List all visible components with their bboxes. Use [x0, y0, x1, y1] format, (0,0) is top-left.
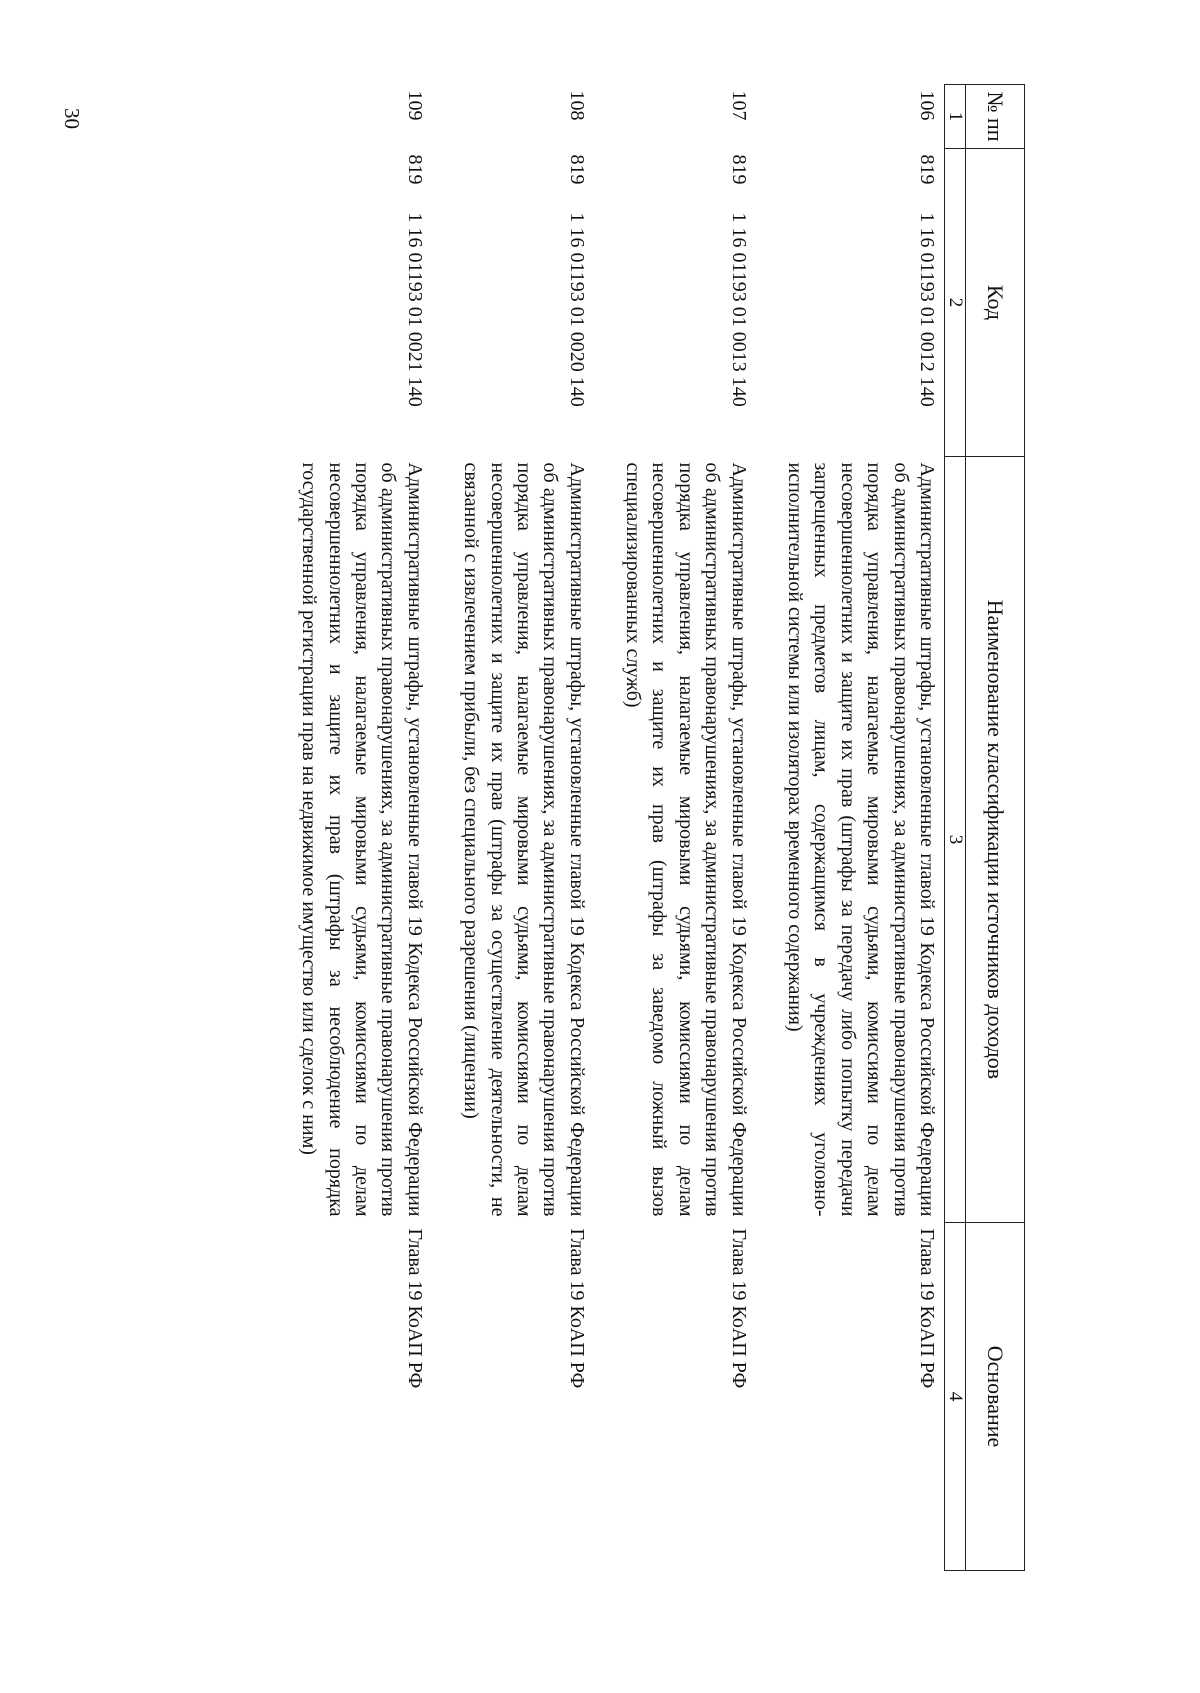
budget-code: 1 16 01193 01 0020 140	[565, 212, 588, 407]
table-row	[432, 85, 594, 1571]
column-number-row	[945, 85, 966, 1571]
table-row	[270, 85, 432, 1571]
admin-code: 819	[916, 154, 938, 185]
rotated-table-wrapper	[175, 84, 1025, 1570]
column-number: 4	[945, 1223, 966, 1571]
admin-code: 819	[727, 154, 750, 185]
name-cell: Административные штрафы, установленные главой 19 Кодекса Российской Федерации об административных правонарушениях, за административные правонарушения против порядка управления, налагаемые мировыми судьями, комиссиями по делам несовершеннолетних и защите их прав (штрафы за заведомо ложный вызов специализированных служб)	[622, 462, 750, 1217]
basis-cell: Глава 19 КоАП РФ	[565, 1228, 588, 1389]
column-number: 1	[945, 85, 966, 149]
row-number: 109	[403, 90, 426, 121]
code-cell	[756, 149, 945, 457]
name-cell: Административные штрафы, установленные главой 19 Кодекса Российской Федерации об административных правонарушениях, за административные правонарушения против порядка управления, налагаемые мировыми судьями, комиссиями по делам несовершеннолетних и защите их прав (штрафы за передачу либо попытку передачи запрещенных предметов лицам, содержащимся в учреждениях уголовно-исполнительной системы или изоляторах временного содержания)	[784, 462, 938, 1217]
row-number: 107	[727, 90, 750, 121]
budget-code: 1 16 01193 01 0021 140	[403, 212, 426, 407]
budget-code: 1 16 01193 01 0012 140	[916, 212, 938, 407]
table-row	[594, 85, 756, 1571]
page-number: 30	[60, 108, 84, 129]
code-cell	[432, 149, 594, 457]
basis-cell: Глава 19 КоАП РФ	[916, 1228, 938, 1389]
code-cell	[594, 149, 756, 457]
column-number: 3	[945, 457, 966, 1223]
income-classification-table	[270, 84, 1025, 1571]
name-cell: Административные штрафы, установленные главой 19 Кодекса Российской Федерации об административных правонарушениях, за административные правонарушения против порядка управления, налагаемые мировыми судьями, комиссиями по делам несовершеннолетних и защите их прав (штрафы за несоблюдение порядка государственной регистрации прав на недвижимое имущество или сделок с ним)	[298, 462, 426, 1217]
header-row	[966, 85, 1025, 1571]
code-cell	[270, 149, 432, 457]
admin-code: 819	[403, 154, 426, 185]
column-number: 2	[945, 149, 966, 457]
basis-cell: Глава 19 КоАП РФ	[727, 1228, 750, 1389]
row-number: 108	[565, 90, 588, 121]
header-code: Код	[966, 149, 1025, 457]
row-number: 106	[916, 90, 938, 121]
name-cell: Административные штрафы, установленные главой 19 Кодекса Российской Федерации об административных правонарушениях, за административные правонарушения против порядка управления, налагаемые мировыми судьями, комиссиями по делам несовершеннолетних и защите их прав (штрафы за осуществление деятельности, не связанной с извлечением прибыли, без специального разрешения (лицензии)	[460, 462, 588, 1217]
header-basis: Основание	[966, 1223, 1025, 1571]
admin-code: 819	[565, 154, 588, 185]
basis-cell: Глава 19 КоАП РФ	[403, 1228, 426, 1389]
header-no: № пп	[966, 85, 1025, 149]
header-name: Наименование классификации источников доходов	[966, 457, 1025, 1223]
table-row	[756, 85, 945, 1571]
budget-code: 1 16 01193 01 0013 140	[727, 212, 750, 407]
